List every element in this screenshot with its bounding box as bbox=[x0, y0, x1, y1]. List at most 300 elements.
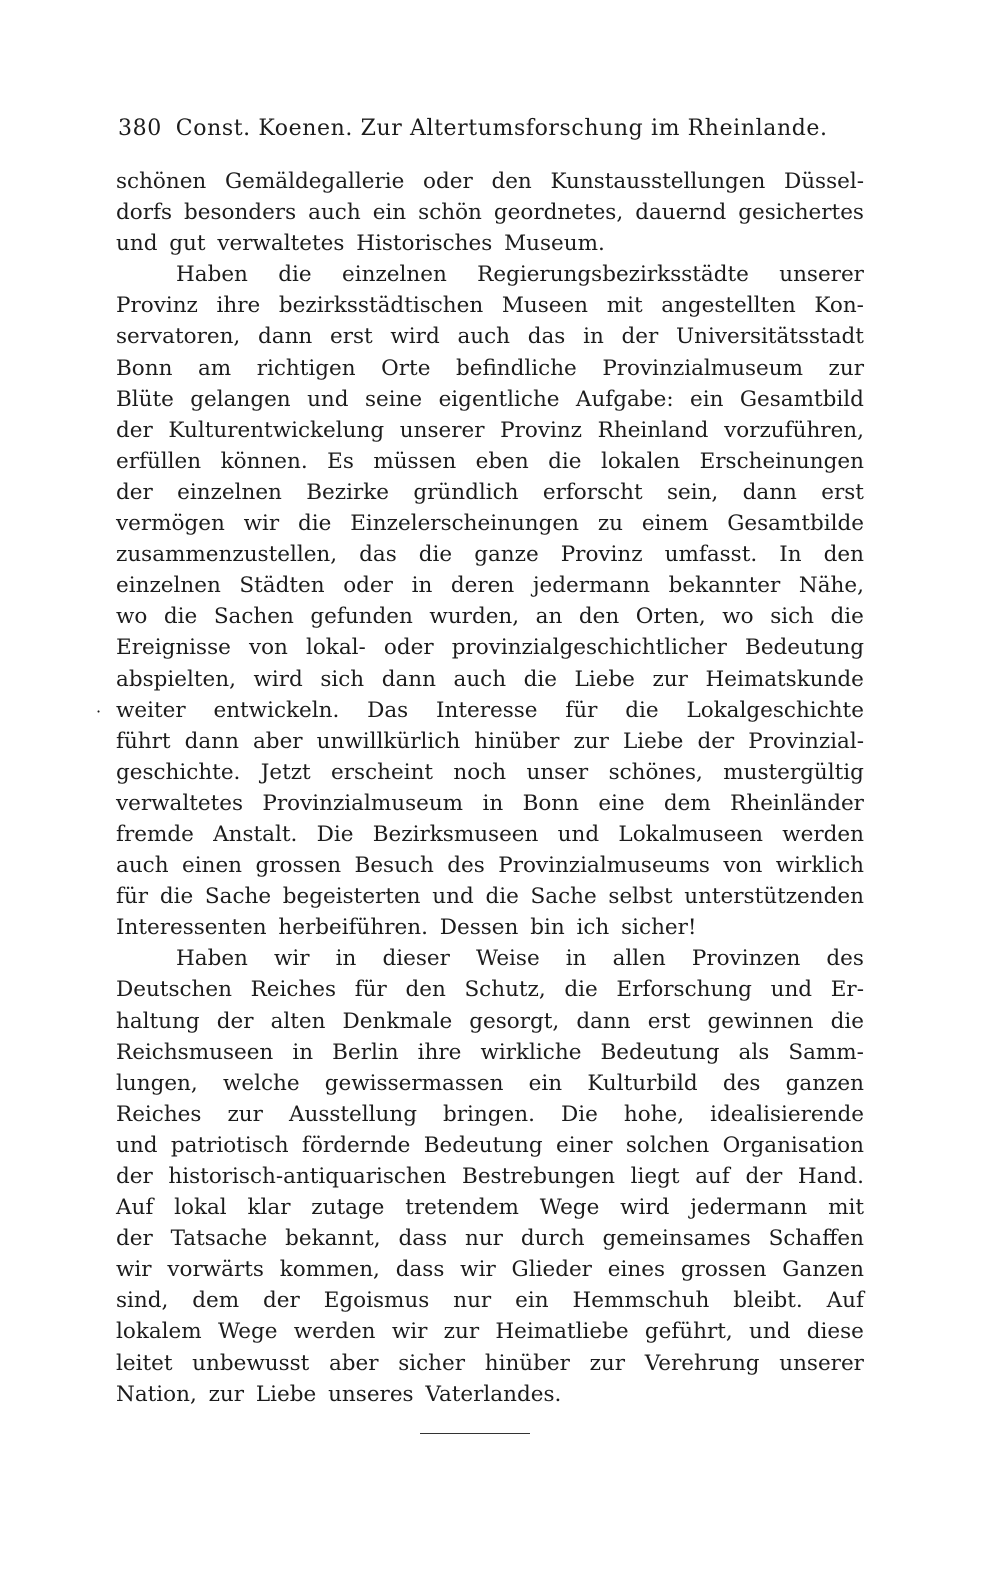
word: hohe, bbox=[623, 1101, 685, 1127]
word: leitet bbox=[116, 1350, 173, 1376]
text-line bbox=[116, 1068, 864, 1099]
word: entwickeln. bbox=[213, 697, 340, 723]
word: Erforschung bbox=[616, 977, 752, 1003]
text-line bbox=[116, 259, 864, 290]
word: Hemmschuh bbox=[572, 1288, 710, 1314]
word: Die bbox=[560, 1101, 598, 1127]
word: sich bbox=[770, 604, 814, 630]
word: die bbox=[523, 666, 557, 692]
word: Städten bbox=[239, 573, 325, 599]
word: aber bbox=[328, 1350, 379, 1376]
word: Provinzial- bbox=[748, 728, 864, 754]
word: Kon- bbox=[814, 293, 864, 319]
word: als bbox=[738, 1039, 770, 1065]
word: wurden, bbox=[429, 604, 520, 630]
word: unterstützenden bbox=[684, 884, 864, 910]
word: Bezirke bbox=[306, 479, 390, 505]
word: Bezirksmuseen bbox=[372, 821, 539, 847]
word: die bbox=[163, 604, 198, 630]
word: Heimatskunde bbox=[705, 666, 864, 692]
word: Denkmale bbox=[342, 1008, 453, 1034]
word: lokalen bbox=[600, 448, 681, 474]
word: oder bbox=[423, 169, 473, 194]
word: Universitätsstadt bbox=[676, 324, 864, 350]
text-line: Interessenten herbeiführen. Dessen bin ich sicher! bbox=[116, 915, 697, 941]
word: Provinzialmuseums bbox=[498, 853, 710, 879]
text-line bbox=[116, 819, 864, 850]
running-header bbox=[118, 116, 878, 142]
text-line bbox=[116, 1316, 864, 1347]
word: der bbox=[116, 1226, 153, 1252]
word: und bbox=[432, 884, 474, 910]
word: ein bbox=[689, 386, 724, 412]
text-line: und gut verwaltetes Historisches Museum. bbox=[116, 231, 605, 257]
word: Gesamtbilde bbox=[727, 511, 864, 537]
word: Bonn bbox=[522, 790, 579, 816]
text-line bbox=[116, 1192, 864, 1223]
text-line bbox=[116, 695, 864, 726]
word: erst bbox=[647, 1008, 691, 1034]
word: Lokalmuseen bbox=[618, 821, 763, 847]
end-rule bbox=[420, 1433, 530, 1434]
text-line bbox=[116, 850, 864, 881]
word: eine bbox=[598, 790, 645, 816]
word: Rheinland bbox=[597, 417, 709, 443]
word: Gesamtbild bbox=[739, 386, 864, 412]
word: unserer bbox=[779, 262, 864, 288]
word: haltung bbox=[116, 1008, 200, 1034]
word: wird bbox=[253, 666, 303, 692]
word: eines bbox=[607, 1257, 665, 1283]
text-line bbox=[116, 601, 864, 632]
word: provinzialgeschichtlicher bbox=[451, 635, 727, 661]
word: unserer bbox=[399, 417, 485, 443]
word: die bbox=[830, 1008, 864, 1034]
word: Bonn bbox=[116, 355, 173, 381]
word: wird bbox=[620, 1195, 670, 1221]
word: geführt, bbox=[644, 1319, 733, 1345]
word: gesorgt, bbox=[469, 1008, 560, 1034]
word: In bbox=[779, 542, 802, 568]
word: Einzelerscheinungen bbox=[350, 511, 579, 537]
word: gewinnen bbox=[707, 1008, 814, 1034]
word: Auf bbox=[116, 1195, 154, 1221]
word: jedermann bbox=[532, 573, 650, 599]
margin-mark: · bbox=[96, 702, 102, 721]
word: hinüber bbox=[474, 728, 560, 754]
word: die bbox=[625, 697, 659, 723]
word: aber bbox=[252, 728, 303, 754]
word: erst bbox=[329, 324, 373, 350]
word: Egoismus bbox=[323, 1288, 430, 1314]
word: Berlin bbox=[332, 1039, 399, 1065]
text-line bbox=[116, 1099, 864, 1130]
word: Rheinländer bbox=[730, 790, 864, 816]
word: bekannt, bbox=[285, 1226, 381, 1252]
word: von bbox=[248, 635, 288, 661]
word: richtigen bbox=[256, 355, 356, 381]
word: vorwärts bbox=[167, 1257, 264, 1283]
word: zusammenzustellen, bbox=[116, 542, 338, 568]
word: mit bbox=[828, 1195, 864, 1221]
word: dorfs bbox=[116, 200, 172, 226]
word: in bbox=[583, 324, 604, 350]
word: wird bbox=[390, 324, 440, 350]
word: angestellten bbox=[661, 293, 796, 319]
word: der bbox=[216, 1008, 254, 1034]
word: der bbox=[263, 1288, 300, 1314]
word: können. bbox=[220, 448, 308, 474]
text-line bbox=[116, 757, 864, 788]
word: Wege bbox=[217, 1319, 278, 1345]
word: Er- bbox=[830, 977, 864, 1003]
word: sein, bbox=[666, 479, 719, 505]
text-line bbox=[116, 974, 864, 1005]
word: patriotisch bbox=[170, 1132, 289, 1158]
word: eigentliche bbox=[438, 386, 560, 412]
word: weiter bbox=[116, 697, 186, 723]
word: jedermann bbox=[690, 1195, 808, 1221]
word: unserer bbox=[779, 1350, 864, 1376]
word: auf bbox=[695, 1164, 730, 1189]
word: der bbox=[745, 1164, 783, 1189]
word: gründlich bbox=[413, 479, 519, 505]
word: alten bbox=[270, 1008, 326, 1034]
word: Tatsache bbox=[170, 1226, 268, 1252]
text-line: Nation, zur Liebe unseres Vaterlandes. bbox=[116, 1381, 562, 1407]
word: dann bbox=[381, 666, 436, 692]
word: wirklich bbox=[775, 853, 864, 879]
word: lokal bbox=[174, 1195, 227, 1221]
word: und bbox=[557, 821, 600, 847]
text-line bbox=[116, 1223, 864, 1254]
word: die bbox=[418, 542, 453, 568]
word: Blüte bbox=[116, 386, 174, 412]
word: erst bbox=[821, 479, 864, 505]
word: liegt bbox=[630, 1164, 680, 1189]
word: Provinzialmuseum bbox=[602, 355, 803, 381]
word: die bbox=[830, 604, 864, 630]
word: die bbox=[298, 511, 332, 537]
word: begeisterten bbox=[282, 884, 421, 910]
word: Kulturentwickelung bbox=[168, 417, 385, 443]
word: Düssel- bbox=[783, 169, 864, 194]
word: wo bbox=[116, 604, 148, 630]
word: das bbox=[527, 324, 566, 350]
word: Schutz, bbox=[464, 977, 546, 1003]
word: Reiches bbox=[250, 977, 337, 1003]
word: der bbox=[116, 1164, 153, 1189]
word: deren bbox=[450, 573, 515, 599]
word: die bbox=[564, 977, 598, 1003]
word: gefunden bbox=[310, 604, 413, 630]
word: Provinz bbox=[560, 542, 643, 568]
word: wir bbox=[116, 1257, 152, 1283]
word: zur bbox=[828, 355, 864, 381]
word: Lokalgeschichte bbox=[686, 697, 864, 723]
word: zur bbox=[652, 666, 688, 692]
word: Verehrung bbox=[644, 1350, 760, 1376]
word: auch bbox=[308, 200, 361, 226]
word: Sachen bbox=[213, 604, 294, 630]
word: fördernde bbox=[302, 1132, 411, 1158]
word: wo bbox=[722, 604, 754, 630]
word: besonders bbox=[184, 200, 297, 226]
word: in bbox=[482, 790, 504, 816]
word: unbewusst bbox=[192, 1350, 310, 1376]
word: Jetzt bbox=[260, 759, 311, 785]
word: den bbox=[578, 604, 620, 630]
word: Die bbox=[316, 821, 354, 847]
word: Wege bbox=[539, 1195, 600, 1221]
word: für bbox=[354, 977, 387, 1003]
word: schön bbox=[418, 200, 482, 226]
word: seine bbox=[364, 386, 423, 412]
word: den bbox=[491, 169, 532, 194]
word: wir bbox=[274, 946, 310, 972]
word: Schaffen bbox=[768, 1226, 864, 1252]
word: Weise bbox=[475, 946, 540, 972]
word: und bbox=[749, 1319, 791, 1345]
word: sicher bbox=[398, 1350, 466, 1376]
word: und bbox=[307, 386, 349, 412]
word: Regierungsbezirksstädte bbox=[477, 262, 749, 288]
word: sich bbox=[320, 666, 365, 692]
text-line bbox=[116, 166, 864, 197]
word: ihre bbox=[216, 293, 261, 319]
word: Bestrebungen bbox=[462, 1164, 616, 1189]
word: Reiches bbox=[116, 1101, 202, 1127]
word: einer bbox=[556, 1132, 613, 1158]
word: gemeinsames bbox=[602, 1226, 751, 1252]
word: den bbox=[823, 542, 864, 568]
word: erscheint bbox=[331, 759, 434, 785]
word: nur bbox=[453, 1288, 492, 1314]
word: grossen bbox=[680, 1257, 767, 1283]
word: Anstalt. bbox=[213, 821, 298, 847]
word: Bedeutung bbox=[423, 1132, 543, 1158]
text-line bbox=[116, 726, 864, 757]
word: gewissermassen bbox=[324, 1070, 504, 1096]
word: und bbox=[116, 1132, 158, 1158]
word: dass bbox=[395, 1257, 445, 1283]
word: allen bbox=[612, 946, 666, 972]
text-line bbox=[116, 664, 864, 695]
word: Sache bbox=[530, 884, 597, 910]
text-line bbox=[116, 570, 864, 601]
text-line bbox=[116, 1285, 864, 1316]
word: wir bbox=[243, 511, 280, 537]
text-line bbox=[116, 321, 864, 352]
word: umfasst. bbox=[664, 542, 758, 568]
word: und bbox=[770, 977, 813, 1003]
word: einem bbox=[641, 511, 709, 537]
word: die bbox=[278, 262, 312, 288]
word: Glieder bbox=[511, 1257, 592, 1283]
body-text bbox=[116, 166, 864, 1410]
word: der bbox=[621, 324, 659, 350]
word: Aufgabe: bbox=[575, 386, 674, 412]
text-line bbox=[116, 539, 864, 570]
word: durch bbox=[520, 1226, 585, 1252]
word: Kulturbild bbox=[587, 1070, 698, 1096]
word: tretendem bbox=[405, 1195, 519, 1221]
word: historisch-antiquarischen bbox=[168, 1164, 447, 1189]
word: Kunstausstellungen bbox=[550, 169, 766, 194]
text-line bbox=[116, 881, 864, 912]
word: Orten, bbox=[635, 604, 706, 630]
word: Bedeutung bbox=[600, 1039, 720, 1065]
word: noch bbox=[453, 759, 507, 785]
word: Orte bbox=[381, 355, 431, 381]
word: wir bbox=[391, 1319, 428, 1345]
word: gesichertes bbox=[738, 200, 864, 226]
word: des bbox=[722, 1070, 761, 1096]
word: grossen bbox=[255, 853, 342, 879]
word: Gemäldegallerie bbox=[224, 169, 405, 194]
word: sind, bbox=[116, 1288, 169, 1314]
word: erforscht bbox=[542, 479, 643, 505]
text-line bbox=[116, 632, 864, 663]
word: führt bbox=[116, 728, 171, 754]
word: zur bbox=[443, 1319, 480, 1345]
word: Heimatliebe bbox=[495, 1319, 629, 1345]
word: für bbox=[565, 697, 598, 723]
word: auch bbox=[457, 324, 510, 350]
word: ganzen bbox=[785, 1070, 864, 1096]
word: zur bbox=[573, 728, 609, 754]
text-line bbox=[116, 1037, 864, 1068]
word: von bbox=[723, 853, 763, 879]
word: Reichsmuseen bbox=[116, 1039, 274, 1065]
word: die bbox=[548, 448, 582, 474]
text-line bbox=[116, 1130, 864, 1161]
word: Hand. bbox=[797, 1164, 864, 1189]
word: hinüber bbox=[484, 1350, 570, 1376]
word: bringen. bbox=[443, 1101, 535, 1127]
word: dem bbox=[192, 1288, 240, 1314]
word: lokalem bbox=[116, 1319, 202, 1345]
word: geordnetes, bbox=[493, 200, 624, 226]
word: ganze bbox=[474, 542, 539, 568]
word: kommen, bbox=[279, 1257, 380, 1283]
word: klar bbox=[247, 1195, 291, 1221]
word: bleibt. bbox=[733, 1288, 803, 1314]
word: solchen bbox=[625, 1132, 710, 1158]
word: servatoren, bbox=[116, 324, 241, 350]
word: Museen bbox=[501, 293, 589, 319]
word: unwillkürlich bbox=[316, 728, 461, 754]
word: schönen bbox=[116, 169, 207, 194]
word: die bbox=[159, 884, 194, 910]
word: vermögen bbox=[116, 511, 225, 537]
header-title: Const. Koenen. Zur Altertumsforschung im Rheinlande. bbox=[175, 116, 828, 141]
text-line bbox=[116, 1254, 864, 1285]
word: den bbox=[405, 977, 446, 1003]
word: wir bbox=[460, 1257, 496, 1283]
word: dann bbox=[257, 324, 313, 350]
word: das bbox=[359, 542, 397, 568]
text-line bbox=[116, 415, 864, 446]
word: werden bbox=[293, 1319, 376, 1345]
word: Das bbox=[367, 697, 409, 723]
word: lokal- bbox=[305, 635, 366, 661]
word: ihre bbox=[417, 1039, 462, 1065]
word: dann bbox=[742, 479, 797, 505]
word: an bbox=[535, 604, 563, 630]
word: Provinz bbox=[116, 293, 198, 319]
text-line bbox=[116, 1006, 864, 1037]
word: Sache bbox=[204, 884, 272, 910]
word: schönes, bbox=[608, 759, 703, 785]
word: unser bbox=[526, 759, 589, 785]
text-line bbox=[116, 197, 864, 228]
word: nur bbox=[464, 1226, 503, 1252]
word: Deutschen bbox=[116, 977, 232, 1003]
word: befindliche bbox=[455, 355, 577, 381]
text-line bbox=[116, 290, 864, 321]
word: fremde bbox=[116, 821, 194, 847]
word: welche bbox=[222, 1070, 300, 1096]
text-line bbox=[116, 1348, 864, 1379]
word: Es bbox=[327, 448, 354, 474]
word: des bbox=[826, 946, 864, 972]
word: ein bbox=[528, 1070, 563, 1096]
word: Liebe bbox=[623, 728, 684, 754]
text-line bbox=[116, 353, 864, 384]
page-number: 380 bbox=[118, 116, 162, 141]
word: der bbox=[116, 479, 153, 505]
word: bekannter bbox=[668, 573, 781, 599]
word: Auf bbox=[826, 1288, 864, 1314]
word: einzelnen bbox=[342, 262, 447, 288]
word: in bbox=[292, 1039, 314, 1065]
word: zutage bbox=[311, 1195, 385, 1221]
word: Organisation bbox=[722, 1132, 864, 1158]
word: Provinzen bbox=[691, 946, 801, 972]
word: Haben bbox=[176, 946, 248, 972]
word: auch bbox=[116, 853, 169, 879]
word: auch bbox=[453, 666, 507, 692]
word: verwaltetes bbox=[116, 790, 244, 816]
word: idealisierende bbox=[710, 1101, 864, 1127]
word: diese bbox=[806, 1319, 864, 1345]
word: zur bbox=[227, 1101, 263, 1127]
word: einzelnen bbox=[177, 479, 282, 505]
word: wirkliche bbox=[480, 1039, 582, 1065]
text-line bbox=[116, 446, 864, 477]
word: Besuch bbox=[354, 853, 434, 879]
word: dann bbox=[184, 728, 239, 754]
word: bezirksstädtischen bbox=[278, 293, 484, 319]
word: Ganzen bbox=[782, 1257, 864, 1283]
word: werden bbox=[782, 821, 864, 847]
word: der bbox=[697, 728, 735, 754]
word: Provinz bbox=[500, 417, 583, 443]
text-line bbox=[116, 1161, 864, 1192]
word: die bbox=[485, 884, 519, 910]
word: Bedeutung bbox=[745, 635, 864, 661]
word: Haben bbox=[176, 262, 248, 288]
word: dauernd bbox=[635, 200, 727, 226]
word: Samm- bbox=[788, 1039, 864, 1065]
word: abspielten, bbox=[116, 666, 236, 692]
word: mustergültig bbox=[723, 759, 864, 785]
word: dieser bbox=[382, 946, 450, 972]
word: gelangen bbox=[190, 386, 291, 412]
word: geschichte. bbox=[116, 759, 241, 785]
word: Ereignisse bbox=[116, 635, 231, 661]
